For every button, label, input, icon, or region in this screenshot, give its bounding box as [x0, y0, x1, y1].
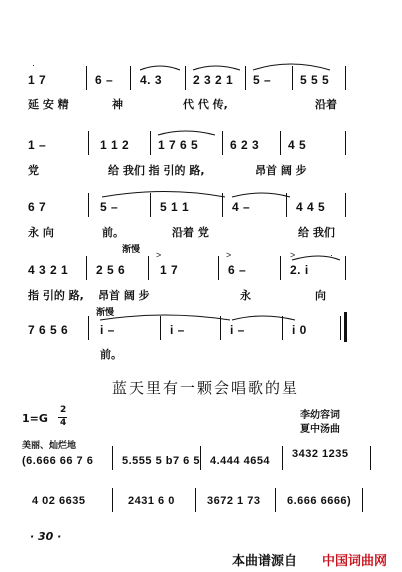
lyric-text: 给 我们: [298, 226, 335, 239]
source-text: 本曲谱源自: [232, 554, 298, 569]
note-group: 4 4 5: [296, 200, 326, 214]
lyric-text: 永 向: [28, 226, 54, 239]
note-group: i –: [230, 323, 245, 337]
note-group: 5.555 5 b7 6 5: [122, 455, 200, 467]
note-group: 1 7: [28, 73, 47, 87]
note-group: 1 7: [160, 263, 179, 277]
note-group: 4 –: [232, 200, 251, 214]
key-signature: 1=G: [22, 412, 48, 425]
page-number: · 30 ·: [30, 530, 62, 543]
note-group: 2431 6 0: [128, 495, 175, 507]
svg-text:>: >: [156, 250, 162, 260]
lyric-text: 神: [112, 98, 123, 111]
note-group: 4 3 2 1: [28, 263, 69, 277]
note-group: 3432 1235: [292, 448, 349, 460]
note-group: 6 2 3: [230, 138, 260, 152]
lyric-text: 沿着 党: [172, 226, 209, 239]
note-group: 5 –: [253, 73, 272, 87]
time-signature-top: 2: [60, 405, 67, 415]
note-group: 6 –: [228, 263, 247, 277]
note-group: i –: [170, 323, 185, 337]
note-group: 2. i: [290, 263, 309, 277]
note-group: 1 7 6 5: [158, 138, 199, 152]
note-group: 4. 3: [140, 73, 163, 87]
lyric-text: 指 引的 路,: [28, 289, 84, 302]
note-group: 2 3 2 1: [193, 73, 234, 87]
svg-text:>: >: [226, 250, 232, 260]
note-group: 4 02 6635: [32, 495, 86, 507]
time-signature-bottom: 4: [60, 418, 67, 428]
note-group: 4.444 4654: [210, 455, 271, 467]
site-name-link[interactable]: 中国词曲网: [322, 554, 388, 569]
note-group: i –: [100, 323, 115, 337]
svg-text:>: >: [290, 250, 296, 260]
note-group: 6.666 6666): [287, 495, 352, 507]
note-group: 3672 1 73: [207, 495, 261, 507]
composer: 夏中汤曲: [300, 424, 340, 435]
note-group: i 0: [292, 323, 307, 337]
svg-text:·: ·: [330, 250, 333, 260]
note-group: (6.666 66 7 6: [22, 455, 94, 467]
lyric-text: 代 代 传,: [183, 98, 228, 111]
lyric-text: 沿着: [315, 98, 337, 111]
note-group: 5 1 1: [160, 200, 190, 214]
note-group: 1 1 2: [100, 138, 130, 152]
tempo-marking: 渐慢: [96, 308, 115, 318]
lyric-text: 昂首 阔 步: [98, 289, 150, 302]
note-group: 4 5: [288, 138, 307, 152]
note-group: 6 7: [28, 200, 47, 214]
lyric-text: 向: [315, 289, 326, 302]
lyric-text: 前。: [100, 348, 122, 361]
svg-text:·: ·: [32, 60, 35, 70]
note-group: 5 5 5: [300, 73, 330, 87]
note-group: 2 5 6: [96, 263, 126, 277]
lyric-text: 昂首 阔 步: [255, 164, 307, 177]
lyric-text: 延 安 精: [28, 98, 69, 111]
note-group: 5 –: [100, 200, 119, 214]
note-group: 1 –: [28, 138, 47, 152]
note-group: 7 6 5 6: [28, 323, 69, 337]
lyric-text: 前。: [102, 226, 124, 239]
tempo-marking: 渐慢: [122, 245, 141, 255]
lyric-text: 给 我们 指 引的 路,: [108, 164, 205, 177]
note-group: 6 –: [95, 73, 114, 87]
tempo-marking: 美丽、灿烂地: [22, 441, 77, 451]
lyricist: 李幼容词: [300, 410, 340, 421]
lyric-text: 党: [28, 164, 39, 177]
lyric-text: 永: [240, 289, 251, 302]
song-title: 蓝天里有一颗会唱歌的星: [112, 379, 300, 397]
